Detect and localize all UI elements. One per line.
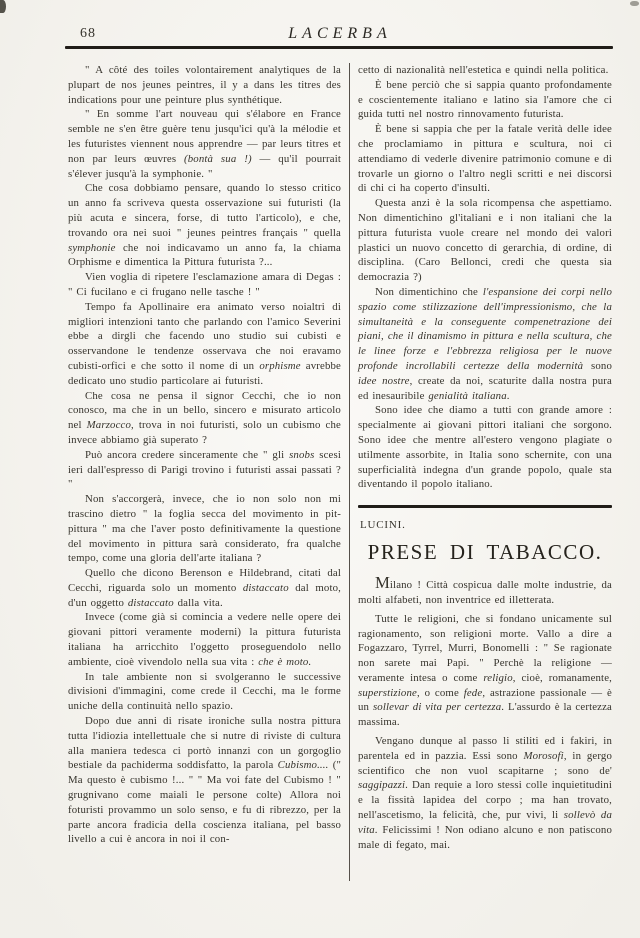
paragraph: Dopo due anni di risate ironiche sulla nostra pittura tutta l'idiozia intellettuale che si nutre di riviste di cultura alla maniera tedesca ci portò innanzi con un gorgoglio bestiale da pachiderma soddisfatto, la parola Cubismo.... (" Ma questo è cubismo !... " " Ma voi fate del Cubismo ! " grugnivano come maiali le persone colte) Allora noi foturisti provammo un solo senso, e fu di ribrezzo, per la parte ancora fradicia della coscienza italiana, pel basso livello a cui è ancora in noi il con- [68,715,341,846]
text-columns [0,50,640,881]
paragraph: È bene perciò che si sappia quanto profondamente e coscientemente italiano e latino sia l'amore che ci guida tutti nel nostro rinnovamento futurista. [358,78,612,121]
paragraph: " A côté des toiles volontairement analytiques de la plupart de nos jeunes peintres, il y a dans les titres des indications pour une peinture plus synthétique. [68,64,341,106]
paragraph: Milano ! Città cospicua dalle molte industrie, da molti alfabeti, non inventrice ed illetterata. [358,573,612,606]
column-right [358,63,612,852]
paragraph: " En somme l'art nouveau qui s'élabore en France semble ne s'en être guère tenu jusqu'ici qu'à la mélodie et les futuristes viennent nous apprendre — par leurs titres et non par leurs œuvres (bontà sua !) — qu'il pourrait s'élever jusqu'à la symphonie. " [68,108,341,180]
paragraph: Questa anzi è la sola ricompensa che aspettiamo. Non dimentichino gl'italiani e i non italiani che la pittura futurista vuole creare nel mondo dei valori plastici un nuovo concetto di gerarchia, di ordine, di disciplina. (Caro Bellonci, credi che questa sia democrazia ?) [358,197,612,284]
column-divider [349,63,350,881]
paragraph: Tutte le religioni, che si fondano unicamente sul ragionamento, son religioni morte. Vallo a dire a Fogazzaro, Tyrrel, Murri, Bonomelli : " Se ragionate non sarete mai Papi. " Perchè la religione — veramente intesa o come religio, cioè, romanamente, superstizione, o come fede, astrazione passionale — è un sollevar di vita per certezza. L'assurdo è la certezza massima. [358,612,612,729]
paragraph: cetto di nazionalità nell'estetica e quindi nella politica. [358,64,609,76]
paragraph: Vien voglia di ripetere l'esclamazione amara di Degas : " Ci fucilano e ci frugano nelle tasche ! " [68,271,341,298]
masthead-title: LACERBA [288,25,392,42]
article-byline: LUCINI. [360,519,406,532]
page-number: 68 [80,26,96,41]
paragraph: Tempo fa Apollinaire era animato verso noialtri di migliori intenzioni tanto che parlando con l'amico Severini ebbe a dirgli che facendo uno studio sui cubisti e osservandone le tendenze osservava che noi eravamo cubisti-orfici e che sotto il nome di un orphisme avrebbe dedicato uno studio particolare ai futuristi. [68,300,341,387]
paragraph: Non s'accorgerà, invece, che io non solo non mi trascino dietro " la foglia secca del movimento in pit-pittura " ma che l'aver posto definitivamente la questione del movimento in pittura sarà considerato, fra qualche tempo, come una gloria dell'arte italiana ? [68,493,341,565]
paragraph: Che cosa ne pensa il signor Cecchi, che io non conosco, ma che in un bello, sincero e misurato articolo nel Marzocco, trova in noi futuristi, solo un cubismo che invece abbiamo già superato ? [68,389,341,446]
article-title: PRESE DI TABACCO. [367,540,603,565]
paragraph: Può ancora credere sinceramente che " gli snobs scesi ieri dall'espresso di Parigi trovino i futuristi assai passati ? " [68,448,341,491]
initial-capital: M [375,573,390,593]
paragraph: Sono idee che diamo a tutti con grande amore : specialmente ai giovani pittori italiani che sorgono. Sono idee che mentre all'estero vengono plagiate o utilmente assorbite, in Italia sono schernite, con una superficialità indegna d'un grande popolo, quale sta diventando il popolo italiano. [358,404,612,491]
paragraph: Che cosa dobbiamo pensare, quando lo stesso critico un anno fa scriveva questa osservazione sui futuristi (la più acuta e sincera, forse, di tutto l'articolo), e che, trovando ora nei suoi " jeunes peintres français " quella symphonie che noi indicavamo un anno fa, la chiama Orphisme e dimentica la Pittura futurista ?... [68,182,341,269]
paragraph: Non dimentichino che l'espansione dei corpi nello spazio come stilizzazione dell'impressionismo, che la simultaneità e la conseguente compenetrazione dei piani, che il dinamismo in pittura e nella scultura, che le linee forze e l'ebbrezza religiosa per le nuove profonde incrollabili certezze della modernità sono idee nostre, create da noi, scaturite dalla nostra pura ed inesauribile genialità italiana. [358,285,612,402]
article-continuation [358,63,612,492]
paragraph: Vengano dunque al passo li stiliti ed i fakiri, in parentela ed in pazzia. Essi sono Morosofi, in gergo scientifico che non vuol scapitarne ; sono de' saggipazzi. Dan requie a loro stessi colle inquietitudini e la fissità lapidea del corpo ; ma han trovato, nell'ascetismo, la felicità, che, pur vivi, li sollevò da vita. Felicissimi ! Non odiano alcuno e non patiscono male di fegato, mai. [358,735,613,851]
paragraph: In tale ambiente non si svolgeranno le successive divisioni d'immagini, come crede il Cecchi, ma le forme uniche della continuità nello spazio. [68,670,341,713]
page-header [0,0,640,50]
column-gap [341,63,358,881]
paragraph: Quello che dicono Berenson e Hildebrand, citati dal Cecchi, riguarda solo un momento distaccato dal moto, d'un oggetto distaccato dalla vita. [68,567,342,609]
article-body [358,575,612,852]
section-rule [358,505,612,508]
paragraph: È bene si sappia che per la fatale verità delle idee che proclamiamo in pittura e scultura, noi ci attendiamo di vederle divenire patrimonio comune e di trovarle un giorno o l'altro negli scritti e nei discorsi di chi ci ha coperto d'insulti. [358,123,612,195]
header-rule [65,46,613,49]
paragraph: Invece (come già si comincia a vedere nelle opere dei giovani pittori veramente moderni) la pittura futurista italiana ha arricchito l'oggetto proseguendolo nello ambiente, cioè vivendolo nella sua vita : che è moto. [68,611,341,668]
column-left [68,63,341,847]
